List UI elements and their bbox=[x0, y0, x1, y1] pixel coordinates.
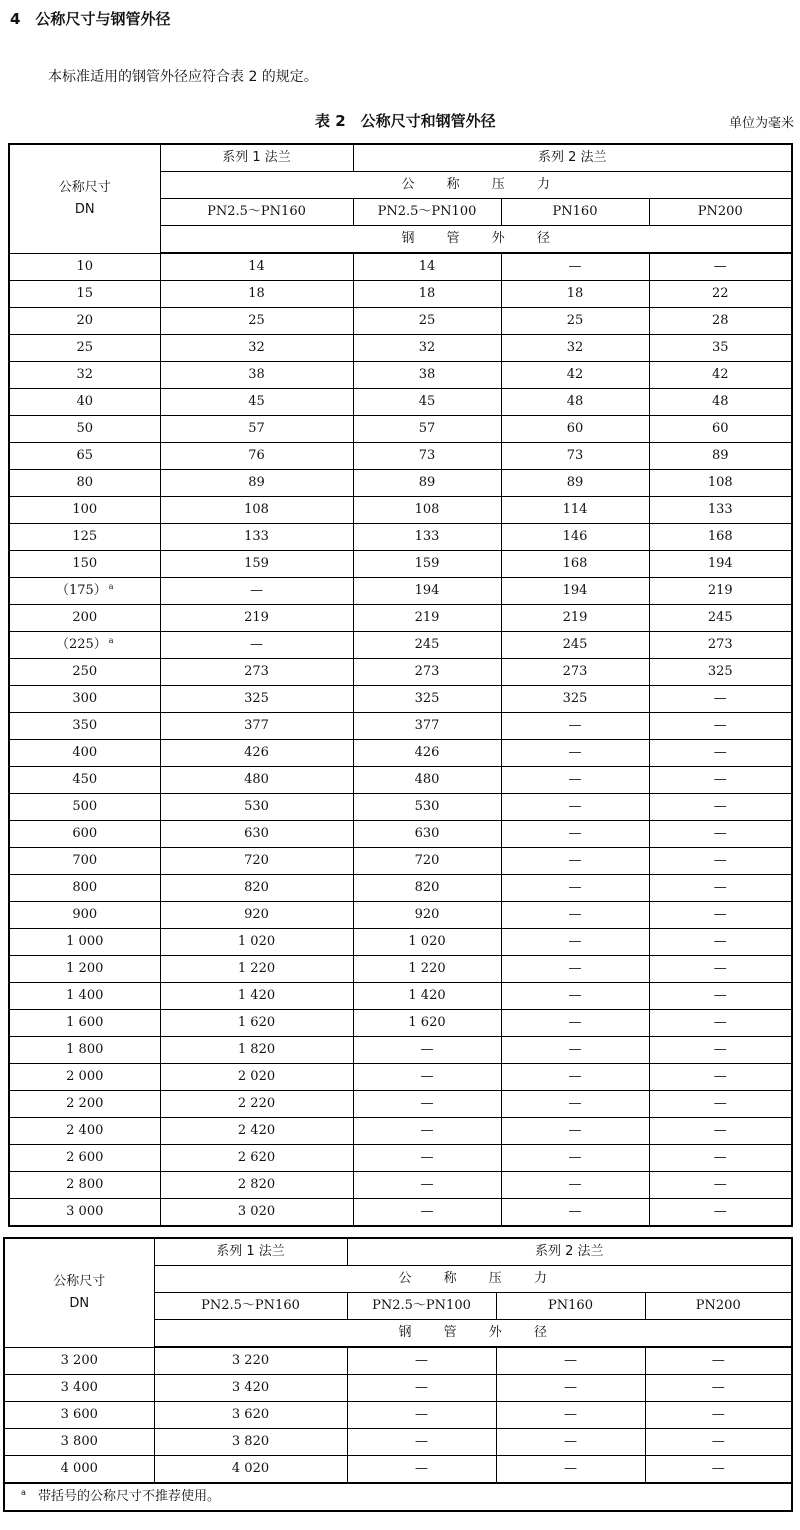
diameter-cell: 133 bbox=[353, 524, 501, 551]
diameter-cell: 194 bbox=[353, 578, 501, 605]
pn-range-160-header: PN2.5～PN160 bbox=[160, 199, 353, 226]
table-row bbox=[9, 470, 792, 497]
table-row bbox=[9, 929, 792, 956]
table2-body bbox=[4, 1347, 792, 1483]
table-row bbox=[9, 659, 792, 686]
dn-cell: 200 bbox=[9, 605, 160, 632]
diameter-cell: 1 620 bbox=[353, 1010, 501, 1037]
diameter-cell: 480 bbox=[353, 767, 501, 794]
diameter-cell: 273 bbox=[353, 659, 501, 686]
dn-cell: 350 bbox=[9, 713, 160, 740]
diameter-cell: 720 bbox=[353, 848, 501, 875]
diameter-cell: — bbox=[501, 767, 649, 794]
dn-cell: 900 bbox=[9, 902, 160, 929]
series1-header-2: 系列 1 法兰 bbox=[154, 1238, 347, 1266]
diameter-cell: 325 bbox=[160, 686, 353, 713]
diameter-cell: — bbox=[649, 253, 792, 281]
diameter-cell: 38 bbox=[353, 362, 501, 389]
dn-cell: （175） $^a$ bbox=[9, 578, 160, 605]
diameter-cell: 325 bbox=[501, 686, 649, 713]
diameter-cell: 4 020 bbox=[154, 1456, 347, 1484]
dn-cell: 250 bbox=[9, 659, 160, 686]
diameter-cell: — bbox=[353, 1172, 501, 1199]
diameter-cell: 45 bbox=[353, 389, 501, 416]
table-caption: 表 2 公称尺寸和钢管外径 bbox=[315, 112, 496, 130]
footnote-text: 带括号的公称尺寸不推荐使用。 bbox=[38, 1489, 221, 1504]
table-row bbox=[9, 1172, 792, 1199]
diameter-cell: 273 bbox=[649, 632, 792, 659]
diameter-cell: 630 bbox=[353, 821, 501, 848]
table-row bbox=[9, 308, 792, 335]
dn-cell: 10 bbox=[9, 253, 160, 281]
diameter-cell: — bbox=[353, 1199, 501, 1227]
table-row bbox=[4, 1429, 792, 1456]
dn-cell: 4 000 bbox=[4, 1456, 154, 1484]
table-row bbox=[9, 767, 792, 794]
dn-cell: 125 bbox=[9, 524, 160, 551]
pn-range-160-header-2: PN2.5～PN160 bbox=[154, 1293, 347, 1320]
pn200-header: PN200 bbox=[649, 199, 792, 226]
pn-range-100-header-2: PN2.5～PN100 bbox=[347, 1293, 496, 1320]
diameter-cell: 2 220 bbox=[160, 1091, 353, 1118]
diameter-cell: — bbox=[501, 875, 649, 902]
dn-cell: 15 bbox=[9, 281, 160, 308]
dn-cell: 1 800 bbox=[9, 1037, 160, 1064]
dn-cell: 20 bbox=[9, 308, 160, 335]
diameter-cell: 45 bbox=[160, 389, 353, 416]
diameter-cell: 168 bbox=[649, 524, 792, 551]
diameter-cell: 426 bbox=[353, 740, 501, 767]
diameter-cell: 57 bbox=[160, 416, 353, 443]
diameter-cell: — bbox=[649, 740, 792, 767]
dn-cell: 3 400 bbox=[4, 1375, 154, 1402]
diameter-cell: 920 bbox=[353, 902, 501, 929]
diameter-cell: — bbox=[347, 1456, 496, 1484]
diameter-cell: — bbox=[347, 1429, 496, 1456]
intro-paragraph: 本标准适用的钢管外径应符合表 2 的规定。 bbox=[48, 69, 318, 85]
dn-cell: 50 bbox=[9, 416, 160, 443]
table-row bbox=[9, 335, 792, 362]
nominal-size-label: 公称尺寸 bbox=[58, 179, 111, 195]
diameter-cell: 3 620 bbox=[154, 1402, 347, 1429]
diameter-cell: 108 bbox=[649, 470, 792, 497]
dn-cell: 2 400 bbox=[9, 1118, 160, 1145]
table-row bbox=[9, 875, 792, 902]
table-row bbox=[9, 632, 792, 659]
diameter-cell: 89 bbox=[353, 470, 501, 497]
diameter-cell: — bbox=[649, 767, 792, 794]
nominal-pressure-header-2: 公 称 压 力 bbox=[154, 1266, 792, 1293]
diameter-cell: 159 bbox=[353, 551, 501, 578]
dn-cell: 100 bbox=[9, 497, 160, 524]
diameter-cell: — bbox=[353, 1145, 501, 1172]
diameter-cell: — bbox=[501, 983, 649, 1010]
diameter-cell: 48 bbox=[649, 389, 792, 416]
diameter-cell: 18 bbox=[353, 281, 501, 308]
dn-cell: 2 200 bbox=[9, 1091, 160, 1118]
diameter-cell: 14 bbox=[353, 253, 501, 281]
diameter-cell: 530 bbox=[160, 794, 353, 821]
diameter-cell: 42 bbox=[501, 362, 649, 389]
diameter-cell: — bbox=[649, 902, 792, 929]
diameter-cell: 2 820 bbox=[160, 1172, 353, 1199]
diameter-cell: 480 bbox=[160, 767, 353, 794]
diameter-cell: — bbox=[501, 1010, 649, 1037]
diameter-cell: 159 bbox=[160, 551, 353, 578]
diameter-cell: — bbox=[501, 740, 649, 767]
diameter-cell: — bbox=[501, 1091, 649, 1118]
diameter-cell: — bbox=[501, 1145, 649, 1172]
diameter-cell: — bbox=[347, 1402, 496, 1429]
diameter-cell: 219 bbox=[649, 578, 792, 605]
diameter-cell: — bbox=[649, 1118, 792, 1145]
diameter-cell: — bbox=[501, 848, 649, 875]
diameter-cell: 3 420 bbox=[154, 1375, 347, 1402]
diameter-cell: 146 bbox=[501, 524, 649, 551]
dn-cell: 32 bbox=[9, 362, 160, 389]
dn-cell: 80 bbox=[9, 470, 160, 497]
table-row bbox=[4, 1456, 792, 1484]
diameter-cell: 48 bbox=[501, 389, 649, 416]
diameter-cell: — bbox=[649, 713, 792, 740]
dn-cell: 150 bbox=[9, 551, 160, 578]
dimension-table-part2 bbox=[3, 1237, 793, 1512]
diameter-cell: 108 bbox=[353, 497, 501, 524]
diameter-cell: 245 bbox=[501, 632, 649, 659]
table-row bbox=[9, 362, 792, 389]
diameter-cell: 3 820 bbox=[154, 1429, 347, 1456]
diameter-cell: 1 820 bbox=[160, 1037, 353, 1064]
diameter-cell: 32 bbox=[160, 335, 353, 362]
diameter-cell: 57 bbox=[353, 416, 501, 443]
diameter-cell: 630 bbox=[160, 821, 353, 848]
dn-cell: 3 200 bbox=[4, 1347, 154, 1375]
outer-diameter-header: 钢 管 外 径 bbox=[160, 226, 792, 254]
diameter-cell: 426 bbox=[160, 740, 353, 767]
dn-cell: 3 600 bbox=[4, 1402, 154, 1429]
dn-cell: 3 000 bbox=[9, 1199, 160, 1227]
dn-label-2: DN bbox=[69, 1295, 90, 1311]
diameter-cell: 2 420 bbox=[160, 1118, 353, 1145]
diameter-cell: — bbox=[649, 1145, 792, 1172]
table-row bbox=[9, 713, 792, 740]
table-row bbox=[9, 1010, 792, 1037]
footnote-marker: a bbox=[108, 635, 114, 645]
series2-header-2: 系列 2 法兰 bbox=[347, 1238, 792, 1266]
table1-body bbox=[9, 253, 792, 1226]
diameter-cell: — bbox=[649, 1199, 792, 1227]
table-row bbox=[9, 416, 792, 443]
pn160-header: PN160 bbox=[501, 199, 649, 226]
footnote-marker: a bbox=[21, 1487, 26, 1497]
dn-cell: 500 bbox=[9, 794, 160, 821]
diameter-cell: 76 bbox=[160, 443, 353, 470]
diameter-cell: — bbox=[501, 902, 649, 929]
dn-label: DN bbox=[74, 201, 95, 217]
diameter-cell: 32 bbox=[501, 335, 649, 362]
table-row bbox=[9, 1199, 792, 1227]
diameter-cell: — bbox=[347, 1347, 496, 1375]
diameter-cell: 89 bbox=[160, 470, 353, 497]
table-row bbox=[9, 1037, 792, 1064]
dimension-table-part1 bbox=[8, 143, 793, 1227]
diameter-cell: 73 bbox=[353, 443, 501, 470]
diameter-cell: — bbox=[501, 713, 649, 740]
diameter-cell: 3 020 bbox=[160, 1199, 353, 1227]
nominal-size-header bbox=[9, 144, 160, 253]
diameter-cell: — bbox=[649, 686, 792, 713]
dn-cell: 600 bbox=[9, 821, 160, 848]
dn-cell: 300 bbox=[9, 686, 160, 713]
diameter-cell: 25 bbox=[353, 308, 501, 335]
diameter-cell: 32 bbox=[353, 335, 501, 362]
diameter-cell: — bbox=[496, 1347, 645, 1375]
diameter-cell: 108 bbox=[160, 497, 353, 524]
diameter-cell: 25 bbox=[160, 308, 353, 335]
dn-cell: 1 400 bbox=[9, 983, 160, 1010]
diameter-cell: 720 bbox=[160, 848, 353, 875]
table-row bbox=[9, 605, 792, 632]
diameter-cell: 194 bbox=[649, 551, 792, 578]
table-row bbox=[4, 1375, 792, 1402]
diameter-cell: — bbox=[645, 1429, 792, 1456]
diameter-cell: 89 bbox=[501, 470, 649, 497]
diameter-cell: 219 bbox=[501, 605, 649, 632]
diameter-cell: 25 bbox=[501, 308, 649, 335]
pn-range-100-header: PN2.5～PN100 bbox=[353, 199, 501, 226]
table-row bbox=[9, 983, 792, 1010]
table-row bbox=[9, 956, 792, 983]
dn-cell: 400 bbox=[9, 740, 160, 767]
table-row bbox=[9, 902, 792, 929]
table-row bbox=[9, 551, 792, 578]
diameter-cell: 1 220 bbox=[160, 956, 353, 983]
dn-cell: 700 bbox=[9, 848, 160, 875]
nominal-size-label-2: 公称尺寸 bbox=[53, 1273, 106, 1289]
dn-cell: 800 bbox=[9, 875, 160, 902]
diameter-cell: — bbox=[496, 1375, 645, 1402]
diameter-cell: — bbox=[649, 929, 792, 956]
diameter-cell: 219 bbox=[353, 605, 501, 632]
dn-cell: 40 bbox=[9, 389, 160, 416]
diameter-cell: 273 bbox=[160, 659, 353, 686]
diameter-cell: — bbox=[501, 956, 649, 983]
diameter-cell: — bbox=[501, 929, 649, 956]
diameter-cell: 114 bbox=[501, 497, 649, 524]
diameter-cell: 325 bbox=[649, 659, 792, 686]
diameter-cell: — bbox=[353, 1037, 501, 1064]
diameter-cell: 38 bbox=[160, 362, 353, 389]
diameter-cell: 35 bbox=[649, 335, 792, 362]
diameter-cell: — bbox=[501, 821, 649, 848]
diameter-cell: — bbox=[501, 1199, 649, 1227]
diameter-cell: — bbox=[649, 956, 792, 983]
diameter-cell: 18 bbox=[501, 281, 649, 308]
dn-cell: 25 bbox=[9, 335, 160, 362]
table-row bbox=[9, 686, 792, 713]
diameter-cell: 245 bbox=[649, 605, 792, 632]
table-row bbox=[4, 1347, 792, 1375]
section-heading: 4 公称尺寸与钢管外径 bbox=[10, 10, 171, 28]
diameter-cell: — bbox=[649, 1172, 792, 1199]
dn-cell: 2 000 bbox=[9, 1064, 160, 1091]
table-row bbox=[9, 497, 792, 524]
series2-header: 系列 2 法兰 bbox=[353, 144, 792, 172]
nominal-size-header-2 bbox=[4, 1238, 154, 1347]
diameter-cell: 194 bbox=[501, 578, 649, 605]
diameter-cell: — bbox=[160, 578, 353, 605]
diameter-cell: 133 bbox=[160, 524, 353, 551]
diameter-cell: — bbox=[496, 1456, 645, 1484]
diameter-cell: 73 bbox=[501, 443, 649, 470]
diameter-cell: 820 bbox=[160, 875, 353, 902]
diameter-cell: 245 bbox=[353, 632, 501, 659]
diameter-cell: — bbox=[649, 875, 792, 902]
diameter-cell: — bbox=[160, 632, 353, 659]
table-row bbox=[9, 1064, 792, 1091]
diameter-cell: — bbox=[645, 1456, 792, 1484]
diameter-cell: 28 bbox=[649, 308, 792, 335]
diameter-cell: — bbox=[645, 1375, 792, 1402]
table-row bbox=[9, 821, 792, 848]
diameter-cell: — bbox=[496, 1402, 645, 1429]
diameter-cell: 820 bbox=[353, 875, 501, 902]
diameter-cell: 530 bbox=[353, 794, 501, 821]
dn-cell: 1 000 bbox=[9, 929, 160, 956]
diameter-cell: 1 420 bbox=[353, 983, 501, 1010]
table-row bbox=[9, 740, 792, 767]
diameter-cell: — bbox=[645, 1347, 792, 1375]
dn-cell: （225） $^a$ bbox=[9, 632, 160, 659]
diameter-cell: — bbox=[347, 1375, 496, 1402]
footnote-marker: a bbox=[108, 581, 114, 591]
diameter-cell: — bbox=[649, 848, 792, 875]
dn-cell: 3 800 bbox=[4, 1429, 154, 1456]
table-row bbox=[9, 1118, 792, 1145]
diameter-cell: 22 bbox=[649, 281, 792, 308]
diameter-cell: 920 bbox=[160, 902, 353, 929]
diameter-cell: — bbox=[501, 1118, 649, 1145]
diameter-cell: — bbox=[649, 821, 792, 848]
diameter-cell: — bbox=[501, 1172, 649, 1199]
nominal-pressure-header: 公 称 压 力 bbox=[160, 172, 792, 199]
dn-cell: 1 200 bbox=[9, 956, 160, 983]
diameter-cell: — bbox=[649, 1037, 792, 1064]
diameter-cell: — bbox=[501, 1037, 649, 1064]
unit-note: 单位为毫米 bbox=[728, 116, 794, 131]
table-row bbox=[9, 389, 792, 416]
diameter-cell: 1 220 bbox=[353, 956, 501, 983]
diameter-cell: — bbox=[649, 1010, 792, 1037]
diameter-cell: — bbox=[649, 1064, 792, 1091]
diameter-cell: — bbox=[501, 253, 649, 281]
table-row bbox=[9, 524, 792, 551]
diameter-cell: 219 bbox=[160, 605, 353, 632]
pn160-header-2: PN160 bbox=[496, 1293, 645, 1320]
diameter-cell: 1 420 bbox=[160, 983, 353, 1010]
diameter-cell: 1 020 bbox=[160, 929, 353, 956]
table-row bbox=[9, 1145, 792, 1172]
dn-cell: 65 bbox=[9, 443, 160, 470]
footnote bbox=[4, 1483, 792, 1511]
diameter-cell: 168 bbox=[501, 551, 649, 578]
diameter-cell: — bbox=[501, 1064, 649, 1091]
series1-header: 系列 1 法兰 bbox=[160, 144, 353, 172]
diameter-cell: 89 bbox=[649, 443, 792, 470]
diameter-cell: 377 bbox=[160, 713, 353, 740]
diameter-cell: — bbox=[496, 1429, 645, 1456]
diameter-cell: 18 bbox=[160, 281, 353, 308]
diameter-cell: — bbox=[649, 983, 792, 1010]
diameter-cell: — bbox=[501, 794, 649, 821]
table-row bbox=[4, 1402, 792, 1429]
diameter-cell: — bbox=[645, 1402, 792, 1429]
diameter-cell: 377 bbox=[353, 713, 501, 740]
outer-diameter-header-2: 钢 管 外 径 bbox=[154, 1320, 792, 1348]
diameter-cell: 2 620 bbox=[160, 1145, 353, 1172]
table-row bbox=[9, 1091, 792, 1118]
diameter-cell: 273 bbox=[501, 659, 649, 686]
diameter-cell: — bbox=[353, 1064, 501, 1091]
pn200-header-2: PN200 bbox=[645, 1293, 792, 1320]
table-row bbox=[9, 443, 792, 470]
diameter-cell: 1 620 bbox=[160, 1010, 353, 1037]
table-row bbox=[9, 253, 792, 281]
diameter-cell: 2 020 bbox=[160, 1064, 353, 1091]
table-row bbox=[9, 578, 792, 605]
diameter-cell: 1 020 bbox=[353, 929, 501, 956]
dn-cell: 450 bbox=[9, 767, 160, 794]
table-row bbox=[9, 281, 792, 308]
diameter-cell: 14 bbox=[160, 253, 353, 281]
diameter-cell: — bbox=[649, 1091, 792, 1118]
diameter-cell: 42 bbox=[649, 362, 792, 389]
diameter-cell: 3 220 bbox=[154, 1347, 347, 1375]
diameter-cell: 60 bbox=[649, 416, 792, 443]
table-row bbox=[9, 848, 792, 875]
dn-cell: 2 600 bbox=[9, 1145, 160, 1172]
diameter-cell: 133 bbox=[649, 497, 792, 524]
diameter-cell: 325 bbox=[353, 686, 501, 713]
diameter-cell: — bbox=[353, 1091, 501, 1118]
diameter-cell: — bbox=[353, 1118, 501, 1145]
dn-cell: 1 600 bbox=[9, 1010, 160, 1037]
diameter-cell: — bbox=[649, 794, 792, 821]
table-row bbox=[9, 794, 792, 821]
diameter-cell: 60 bbox=[501, 416, 649, 443]
dn-cell: 2 800 bbox=[9, 1172, 160, 1199]
